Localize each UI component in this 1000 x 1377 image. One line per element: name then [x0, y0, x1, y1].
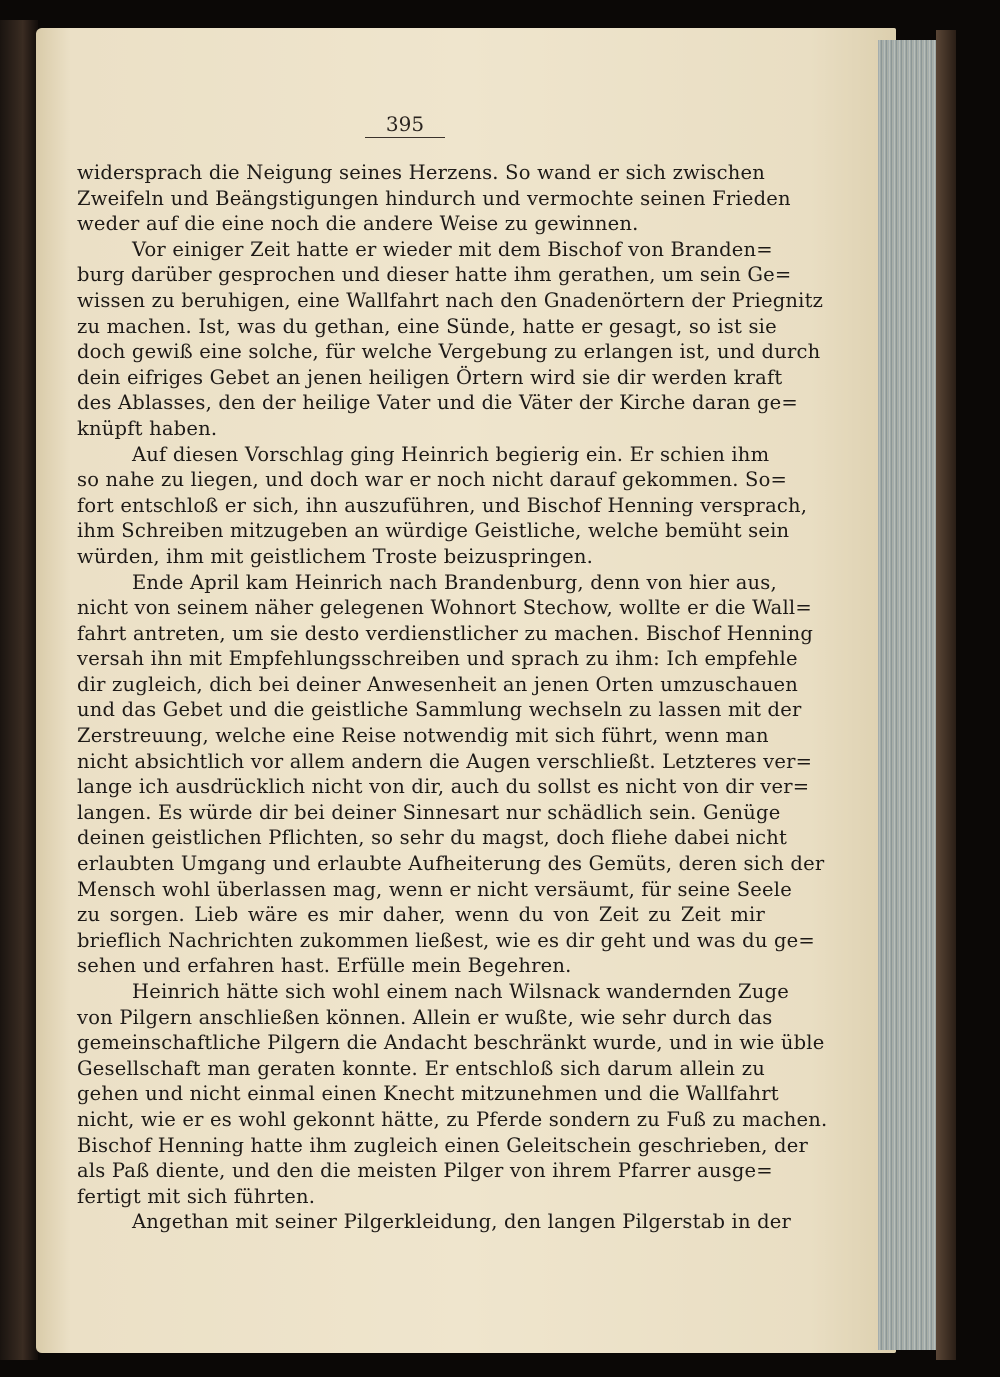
text-line: dein eifriges Gebet an jenen heiligen Örtern wird sie dir werden kraft	[77, 365, 783, 389]
text-line: lange ich ausdrücklich nicht von dir, auch du sollst es nicht von dir ver=	[77, 775, 810, 799]
text-line: versah ihn mit Empfehlungsschreiben und sprach zu ihm: Ich empfehle	[77, 647, 798, 671]
text-line: Auf diesen Vorschlag ging Heinrich begierig ein. Er schien ihm	[132, 442, 770, 466]
text-line: so nahe zu liegen, und doch war er noch nicht darauf gekommen. So=	[77, 468, 788, 492]
text-line: Vor einiger Zeit hatte er wieder mit dem Bischof von Branden=	[132, 237, 773, 261]
text-line: dir zugleich, dich bei deiner Anwesenheit an jenen Orten umzuschauen	[77, 672, 799, 696]
text-line: Mensch wohl überlassen mag, wenn er nicht versäumt, für seine Seele	[77, 877, 792, 901]
body-text	[77, 160, 828, 1235]
text-line: weder auf die eine noch die andere Weise zu gewinnen.	[77, 212, 639, 236]
text-line: zu machen. Ist, was du gethan, eine Sünde, hatte er gesagt, so ist sie	[77, 314, 777, 338]
text-line: Angethan mit seiner Pilgerkleidung, den langen Pilgerstab in der	[132, 1210, 792, 1234]
text-line: langen. Es würde dir bei deiner Sinnesart nur schädlich sein. Genüge	[77, 800, 781, 824]
text-line: widersprach die Neigung seines Herzens. So wand er sich zwischen	[77, 161, 765, 184]
text-line: ihm Schreiben mitzugeben an würdige Geistliche, welche bemüht sein	[77, 519, 790, 543]
text-line: fahrt antreten, um sie desto verdienstlicher zu machen. Bischof Henning	[77, 621, 814, 645]
text-line: gemeinschaftliche Pilgern die Andacht beschränkt wurde, und in wie üble	[77, 1031, 825, 1055]
text-line: zu sorgen. Lieb wäre es mir daher, wenn du von Zeit zu Zeit mir	[77, 903, 765, 927]
text-line: nicht absichtlich vor allem andern die Augen verschließt. Letzteres ver=	[77, 749, 813, 773]
text-line: fertigt mit sich führten.	[77, 1184, 316, 1208]
text-line: knüpft haben.	[77, 416, 218, 440]
page-number: 395	[385, 112, 425, 136]
text-line: erlaubten Umgang und erlaubte Aufheiterung des Gemüts, deren sich der	[77, 852, 825, 876]
text-line: fort entschloß er sich, ihn auszuführen, und Bischof Henning versprach,	[77, 493, 808, 517]
text-line: Bischof Henning hatte ihm zugleich einen Geleitschein geschrieben, der	[77, 1133, 808, 1157]
text-line: nicht, wie er es wohl gekonnt hätte, zu Pferde sondern zu Fuß zu machen.	[77, 1107, 828, 1131]
text-line: Zweifeln und Beängstigungen hindurch und vermochte seinen Frieden	[77, 186, 791, 210]
text-line: und das Gebet und die geistliche Sammlung wechseln zu lassen mit der	[77, 698, 802, 722]
text-line: von Pilgern anschließen können. Allein er wußte, wie sehr durch das	[77, 1005, 773, 1029]
page-number-rule	[365, 137, 445, 138]
text-line: gehen und nicht einmal einen Knecht mitzunehmen und die Wallfahrt	[77, 1082, 779, 1106]
text-line: Gesellschaft man geraten konnte. Er entschloß sich darum allein zu	[77, 1056, 765, 1080]
text-line: würden, ihm mit geistlichem Troste beizuspringen.	[77, 544, 594, 568]
text-line: Zerstreuung, welche eine Reise notwendig mit sich führt, wenn man	[77, 724, 769, 748]
text-line: brieflich Nachrichten zukommen ließest, wie es dir geht und was du ge=	[77, 928, 815, 952]
text-line: als Paß diente, und den die meisten Pilger von ihrem Pfarrer ausge=	[77, 1159, 773, 1183]
text-line: Ende April kam Heinrich nach Brandenburg, denn von hier aus,	[132, 570, 777, 594]
text-line: Heinrich hätte sich wohl einem nach Wilsnack wandernden Zuge	[132, 980, 789, 1003]
binding-shadow	[936, 30, 956, 1360]
facing-page-edge	[0, 20, 38, 1360]
text-line: des Ablasses, den der heilige Vater und die Väter der Kirche daran ge=	[77, 391, 798, 415]
text-line: deinen geistlichen Pflichten, so sehr du magst, doch fliehe dabei nicht	[77, 826, 788, 850]
text-line: sehen und erfahren hast. Erfülle mein Begehren.	[77, 954, 572, 978]
page-stack-edges	[878, 40, 940, 1350]
text-line: nicht von seinem näher gelegenen Wohnort Stechow, wollte er die Wall=	[77, 596, 812, 620]
text-line: wissen zu beruhigen, eine Wallfahrt nach den Gnadenörtern der Priegnitz	[77, 288, 824, 312]
text-line: doch gewiß eine solche, für welche Vergebung zu erlangen ist, und durch	[77, 340, 821, 364]
text-line: burg darüber gesprochen und dieser hatte ihm gerathen, um sein Ge=	[77, 263, 792, 287]
